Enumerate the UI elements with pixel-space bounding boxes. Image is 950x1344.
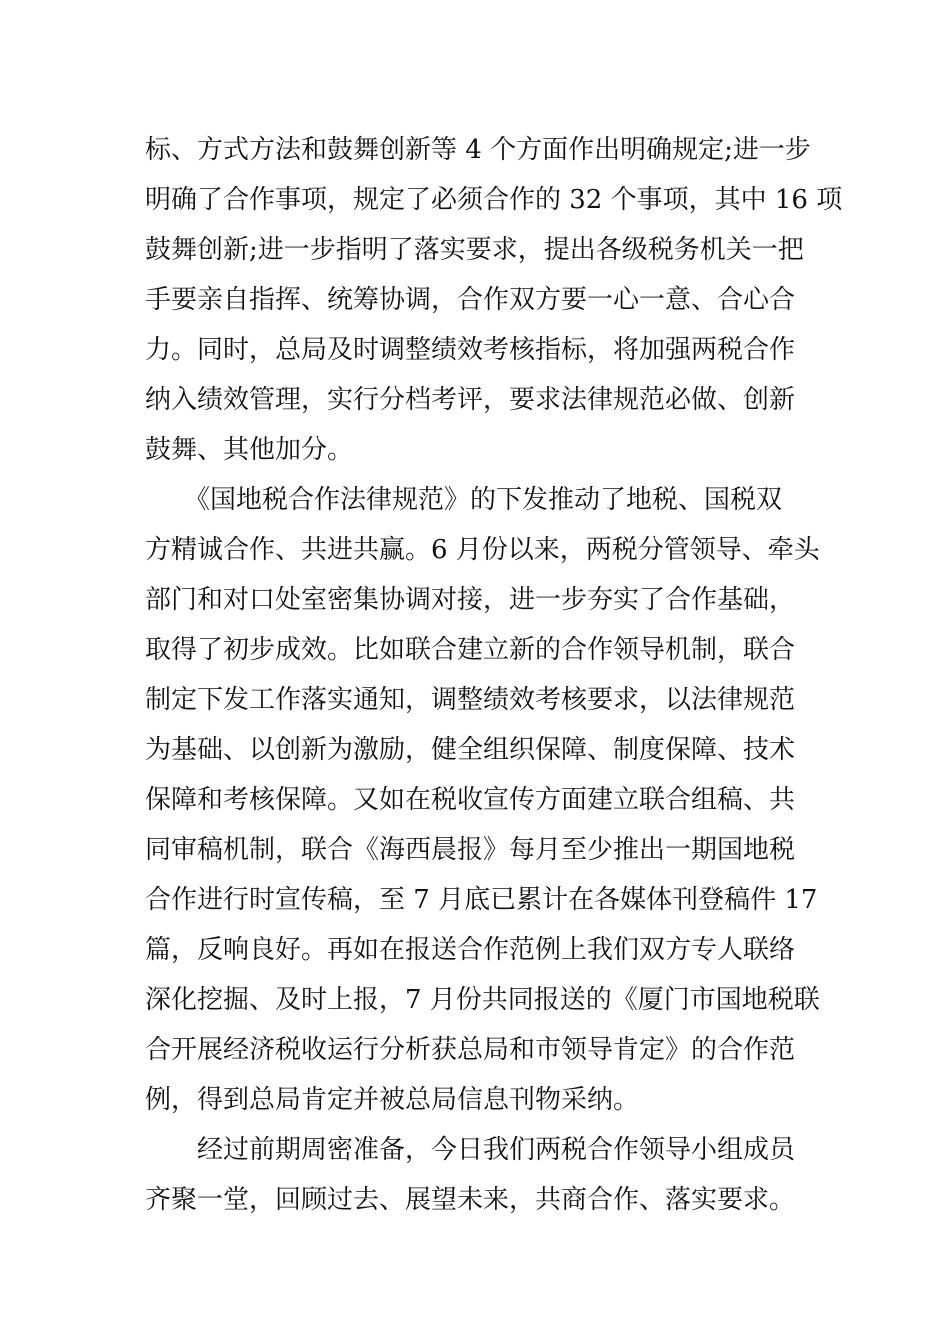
text-line: 齐聚一堂，回顾过去、展望未来，共商合作、落实要求。 [145, 1185, 796, 1215]
text-line: 纳入绩效管理，实行分档考评，要求法律规范必做、创新 [145, 385, 796, 415]
text-line: 合开展经济税收运行分析获总局和市领导肯定》的合作范 [145, 1035, 796, 1065]
text-line: 篇，反响良好。再如在报送合作范例上我们双方专人联络 [145, 935, 796, 965]
text-line: 鼓舞创新;进一步指明了落实要求，提出各级税务机关一把 [145, 235, 804, 265]
text-line: 为基础、以创新为激励，健全组织保障、制度保障、技术 [145, 735, 796, 765]
text-line: 力。同时，总局及时调整绩效考核指标，将加强两税合作 [145, 335, 796, 365]
text-line: 取得了初步成效。比如联合建立新的合作领导机制，联合 [145, 635, 796, 665]
text-line: 合作进行时宣传稿，至 7 月底已累计在各媒体刊登稿件 17 [145, 885, 818, 915]
text-line: 手要亲自指挥、统筹协调，合作双方要一心一意、合心合 [145, 285, 796, 315]
text-line: 例，得到总局肯定并被总局信息刊物采纳。 [145, 1085, 640, 1115]
text-line: 明确了合作事项，规定了必须合作的 32 个事项，其中 16 项 [145, 185, 843, 215]
text-line: 同审稿机制，联合《海西晨报》每月至少推出一期国地税 [145, 835, 796, 865]
text-line: 制定下发工作落实通知，调整绩效考核要求，以法律规范 [145, 685, 796, 715]
text-line: 《国地税合作法律规范》的下发推动了地税、国税双 [145, 485, 783, 515]
text-line: 保障和考核保障。又如在税收宣传方面建立联合组稿、共 [145, 785, 796, 815]
text-line: 部门和对口处室密集协调对接，进一步夯实了合作基础， [145, 585, 796, 615]
text-line: 标、方式方法和鼓舞创新等 4 个方面作出明确规定;进一步 [145, 135, 811, 165]
text-line: 方精诚合作、共进共赢。6 月份以来，两税分管领导、牵头 [145, 535, 820, 565]
text-line: 鼓舞、其他加分。 [145, 435, 354, 465]
text-line: 经过前期周密准备，今日我们两税合作领导小组成员 [145, 1135, 796, 1165]
text-line: 深化挖掘、及时上报，7 月份共同报送的《厦门市国地税联 [145, 985, 820, 1015]
